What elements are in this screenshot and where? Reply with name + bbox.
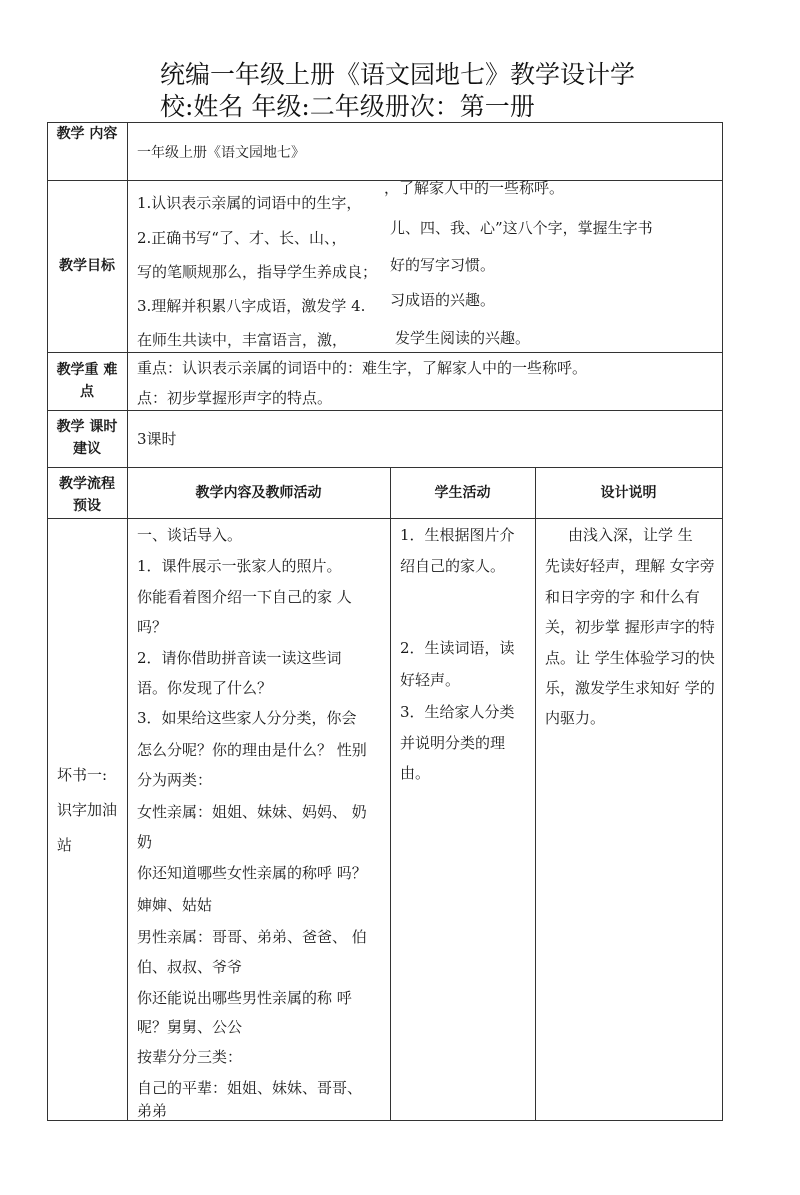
student-activity-line: 由。 (400, 764, 431, 782)
document-title-line2: 校:姓名 年级:二年级册次：第一册 (160, 92, 535, 121)
teacher-activity-line: 婶婶、姑姑 (137, 896, 213, 914)
table-row-divider (47, 352, 723, 353)
table-column-divider (535, 467, 536, 1121)
row-label-hours: 教学 课时 (56, 419, 118, 435)
student-activity-line: 好轻声。 (400, 671, 461, 689)
goal-line-continued: 好的写字习惯。 (390, 256, 496, 274)
row-label-key-points: 教学重 难 (56, 362, 118, 378)
teacher-activity-line: 一、谈话导入。 (137, 526, 243, 544)
design-note-line: 内驱力。 (545, 709, 606, 727)
teacher-activity-line: 伯、叔叔、爷爷 (137, 958, 243, 976)
row-label-key-points: 点 (80, 384, 94, 400)
teacher-activity-line: 吗？ (137, 618, 168, 636)
key-point-line: 点：初步掌握形声字的特点。 (137, 389, 333, 407)
table-row-divider (47, 518, 723, 519)
teacher-activity-line: 自己的平辈：姐姐、妹妹、哥哥、 (137, 1079, 363, 1097)
stage-label: 站 (57, 836, 73, 854)
student-activity-line: 绍自己的家人。 (400, 557, 506, 575)
header-flow-stage: 教学流程 (59, 476, 115, 492)
table-border-right (722, 122, 723, 1121)
design-note-line: 和日字旁的字 和什么有 (545, 588, 700, 606)
goal-line-continued: 习成语的兴趣。 (390, 291, 496, 309)
goal-line: 写的笔顺规那么，指导学生养成良； (137, 263, 378, 281)
table-row-divider (47, 467, 723, 468)
teacher-activity-line: 1．课件展示一张家人的照片。 (137, 557, 342, 575)
goal-line-continued: ，了解家人中的一些称呼。 (384, 179, 565, 197)
teacher-activity-line: 分为两类： (137, 771, 213, 789)
goal-line-continued: 儿、四、我、心”这八个字，掌握生字书 (390, 219, 653, 237)
row-label-goals: 教学目标 (59, 258, 115, 274)
teacher-activity-line: 男性亲属：哥哥、弟弟、爸爸、 伯 (137, 928, 367, 946)
teacher-activity-line: 弟弟 (137, 1102, 168, 1120)
stage-label: 识字加油 (57, 801, 118, 819)
teacher-activity-line: 你还能说出哪些男性亲属的称 呼 (137, 989, 352, 1007)
teacher-activity-line: 你能看着图介绍一下自己的家 人 (137, 588, 352, 606)
design-note-line: 由浅入深，让学 生 (568, 526, 693, 544)
teacher-activity-line: 语。你发现了什么？ (137, 679, 273, 697)
goal-line-continued: 发学生阅读的兴趣。 (395, 329, 531, 347)
goal-line: 3.理解并积累八字成语，激发学 4. (137, 297, 366, 315)
header-flow-stage: 预设 (73, 498, 101, 514)
teacher-activity-line: 女性亲属：姐姐、妹妹、妈妈、 奶 (137, 803, 367, 821)
stage-label: 坏书一: (57, 766, 108, 784)
hours-value: 3课时 (137, 430, 177, 448)
student-activity-line: 并说明分类的理 (400, 734, 506, 752)
key-point-line: 重点：认识表示亲属的词语中的：难生字，了解家人中的一些称呼。 (137, 359, 588, 377)
content-value: 一年级上册《语文园地七》 (137, 145, 305, 161)
table-row-divider (47, 410, 723, 411)
row-label-content: 教学 内容 (56, 126, 118, 142)
goal-line: 在师生共读中，丰富语言，激， (137, 331, 348, 349)
table-column-divider (390, 467, 391, 1121)
goal-line: 2.正确书写“了、才、长、山、， (137, 229, 347, 247)
table-border-top (47, 122, 723, 123)
student-activity-line: 2．生读词语，读 (400, 639, 515, 657)
design-note-line: 乐，激发学生求知好 学的 (545, 679, 715, 697)
teacher-activity-line: 你还知道哪些女性亲属的称呼 吗？ (137, 864, 367, 882)
row-label-hours: 建议 (73, 441, 101, 457)
header-student-activity: 学生活动 (434, 485, 491, 501)
teacher-activity-line: 2．请你借助拼音读一读这些词 (137, 649, 342, 667)
goal-line: 1.认识表示亲属的词语中的生字， (137, 194, 362, 212)
teacher-activity-line: 奶 (137, 833, 153, 851)
teacher-activity-line: 3．如果给这些家人分分类，你会 (137, 709, 357, 727)
student-activity-line: 3．生给家人分类 (400, 703, 515, 721)
header-teacher-activity: 教学内容及教师活动 (195, 485, 322, 501)
design-note-line: 关，初步掌 握形声字的特 (545, 618, 715, 636)
header-design-notes: 设计说明 (600, 485, 657, 501)
design-note-line: 点。让 学生体验学习的快 (545, 649, 715, 667)
document-title-line1: 统编一年级上册《语文园地七》教学设计学 (160, 60, 636, 89)
design-note-line: 先读好轻声，理解 女字旁 (545, 557, 715, 575)
teacher-activity-line: 呢？舅舅、公公 (137, 1018, 243, 1036)
teacher-activity-line: 按辈分分三类： (137, 1048, 243, 1066)
teacher-activity-line: 怎么分呢？你的理由是什么？ 性别 (137, 741, 367, 759)
table-column-divider (127, 122, 128, 1121)
student-activity-line: 1．生根据图片介 (400, 526, 515, 544)
